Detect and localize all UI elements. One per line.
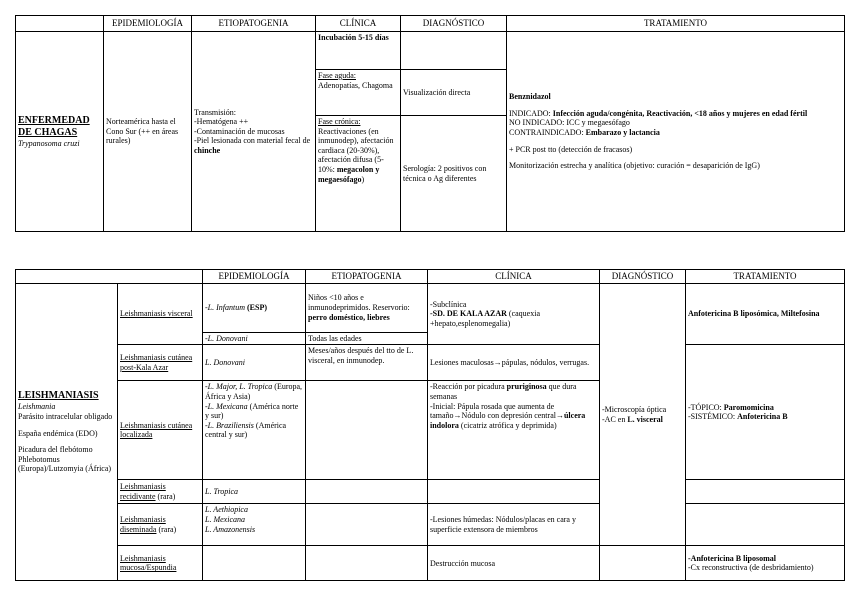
leish-local-tx1-bold: Paromomicina xyxy=(723,402,774,412)
chagas-epidemiology: Norteamérica hasta el Cono Sur (++ en áreas rurales) xyxy=(104,32,192,232)
leish-visceral-etio1-bold: perro doméstico, liebres xyxy=(308,312,390,322)
chagas-etio-line3: -Piel lesionada con material fecal de xyxy=(194,136,311,146)
leish-local-etio-empty xyxy=(306,381,428,480)
leish-mucosa-tx1: -Anfotericina B liposomal xyxy=(688,553,776,563)
leish-disease-cell xyxy=(16,283,118,581)
leish-header-treatment: TRATAMIENTO xyxy=(686,270,845,284)
chagas-etio-bold: chinche xyxy=(194,145,221,155)
leish-local-epi xyxy=(203,381,306,480)
leish-mucosa-name: Leishmaniasis mucosa/Espundia xyxy=(118,546,203,581)
chagas-tx-monitor: Monitorización estrecha y analítica (objetivo: curación = desaparición de IgG) xyxy=(509,161,760,171)
leish-recid-clin-empty xyxy=(428,480,600,504)
leish-local-clin2-bold: úlcera indolora xyxy=(430,411,586,430)
leish-postkala-etio: Meses/años después del tto de L. visceral, en inmunodep. xyxy=(306,345,428,381)
leish-local-tx2-bold: Anfotericina B xyxy=(737,412,788,422)
leish-local-epi1-region: (Europa, África y Asia) xyxy=(205,382,303,401)
chagas-disease-title: ENFERMEDAD DE CHAGAS xyxy=(18,114,90,138)
leish-header-epidemiology: EPIDEMIOLOGÍA xyxy=(203,270,306,284)
leish-local-clin2-end: (cicatriz atrófica y deprimida) xyxy=(460,420,557,430)
chagas-chronic-phase xyxy=(316,116,401,232)
leish-recid-name: Leishmaniasis recidivante xyxy=(120,482,166,501)
leish-species: Leishmania xyxy=(18,402,56,412)
chagas-species: Trypanosoma cruzi xyxy=(18,138,80,148)
chagas-acute-text: Adenopatías, Chagoma xyxy=(318,80,393,90)
chagas-diag-empty xyxy=(401,32,507,70)
leish-postkala-epi: L. Donovani xyxy=(203,345,306,381)
leish-visceral-clin1: -Subclínica xyxy=(430,299,467,309)
leish-recid-name-cell xyxy=(118,480,203,504)
leish-dissem-name-cell xyxy=(118,504,203,546)
leish-recid-tx-empty xyxy=(686,480,845,504)
chagas-acute-label: Fase aguda: xyxy=(318,71,356,80)
chagas-etio-line1: -Hematógena ++ xyxy=(194,117,249,127)
leish-header-clinical: CLÍNICA xyxy=(428,270,600,284)
leish-visceral-clin3: (caquexia +hepato,esplenomegalia) xyxy=(430,309,540,328)
chagas-chronic-close: ) xyxy=(361,174,365,184)
leish-dissem-suffix: (rara) xyxy=(158,524,177,534)
leish-local-tx1: -TÓPICO: xyxy=(688,402,722,412)
leish-dissem-epi1: L. Aethiopica xyxy=(205,505,248,515)
leish-corner-cell xyxy=(16,270,203,284)
leish-visceral-epi1-bold: (ESP) xyxy=(247,303,268,312)
chagas-tx-drug: Benznidazol xyxy=(509,92,551,102)
leish-recid-epi: L. Tropica xyxy=(203,480,306,504)
leish-mucosa-diag-empty xyxy=(600,546,686,581)
leish-dissem-epi xyxy=(203,504,306,546)
leish-local-tx2: -SISTÉMICO: xyxy=(688,412,736,422)
chagas-diag-chronic: Serología: 2 positivos con técnica o Ag diferentes xyxy=(401,116,507,232)
leish-dissem-etio-empty xyxy=(306,504,428,546)
chagas-diag-acute: Visualización directa xyxy=(401,70,507,116)
leish-local-name: Leishmaniasis cutánea localizada xyxy=(118,381,203,480)
leish-desc3: Picadura del flebótomo Phlebotomus (Europa)/Lutzomyia (África) xyxy=(18,445,112,474)
chagas-acute-phase xyxy=(316,70,401,116)
chagas-corner-cell xyxy=(16,16,104,32)
chagas-chronic-text: Reactivaciones (en inmunodep), afectación cardiaca (20-30%), afectación difusa (5-10%: xyxy=(318,126,394,174)
chagas-tx-ind-label: INDICADO: xyxy=(509,108,551,118)
chagas-chronic-label: Fase crónica: xyxy=(318,117,361,126)
leish-visceral-tx: Anfotericina B liposómica, Miltefosina xyxy=(686,283,845,345)
leish-local-clin1: -Reacción por picadura xyxy=(430,382,505,392)
leish-local-clin1-bold: pruriginosa xyxy=(506,382,547,392)
chagas-table xyxy=(15,15,845,232)
leish-visceral-etio1 xyxy=(306,283,428,332)
leish-visceral-etio1-text: Niños <10 años e inmunodeprimidos. Reservorio: xyxy=(308,293,410,312)
leish-mucosa-epi-empty xyxy=(203,546,306,581)
chagas-tx-contra-bold: Embarazo y lactancia xyxy=(585,128,660,137)
leish-desc2: España endémica (EDO) xyxy=(18,428,98,438)
leish-visceral-epi1-dash: - xyxy=(205,303,208,312)
chagas-header-diagnosis: DIAGNÓSTICO xyxy=(401,16,507,32)
leish-local-epi2-region: (América norte y sur) xyxy=(205,401,299,421)
leish-visceral-epi2-species: L. Donovani xyxy=(207,333,248,343)
leish-diag2-bold: L. visceral xyxy=(627,414,663,424)
leish-title: LEISHMANIASIS xyxy=(18,390,99,402)
leish-local-epi2-species: -L. Mexicana xyxy=(205,401,248,411)
chagas-incubation: Incubación 5-15 días xyxy=(316,32,401,70)
leish-mucosa-etio-empty xyxy=(306,546,428,581)
leish-visceral-name: Leishmaniasis visceral xyxy=(118,283,203,345)
chagas-header-clinical: CLÍNICA xyxy=(316,16,401,32)
chagas-tx-contra-label: CONTRAINDICADO: xyxy=(509,128,584,137)
leish-diag1: -Microscopía óptica xyxy=(602,405,667,414)
chagas-etio-intro: Transmisión: xyxy=(194,107,236,117)
leish-dissem-name: Leishmaniasis diseminada xyxy=(120,515,166,534)
leish-visceral-epi2 xyxy=(203,332,306,345)
leish-header-etiopathogenesis: ETIOPATOGENIA xyxy=(306,270,428,284)
leish-local-tx xyxy=(686,345,845,480)
chagas-tx-noind: NO INDICADO: ICC y megaesófago xyxy=(509,118,630,128)
leish-local-epi3-species: -L. Braziliensis xyxy=(205,420,254,430)
leish-local-clin1-end: que dura semanas xyxy=(430,382,577,401)
leish-recid-etio-empty xyxy=(306,480,428,504)
chagas-etio-line2: -Contaminación de mucosas xyxy=(194,126,285,136)
leish-dissem-epi2: L. Mexicana xyxy=(205,514,245,524)
leish-dissem-tx-empty xyxy=(686,504,845,546)
leishmaniasis-table xyxy=(15,269,845,581)
leish-visceral-etio2: Todas las edades xyxy=(306,332,428,345)
leish-desc1: Parásito intracelular obligado xyxy=(18,411,113,421)
leish-mucosa-tx2: -Cx reconstructiva (de desbridamiento) xyxy=(688,563,814,573)
leish-postkala-clinical: Lesiones maculosas→pápulas, nódulos, verrugas. xyxy=(428,345,600,381)
chagas-chronic-bold: megacolon y megaesófago xyxy=(318,164,380,184)
leish-mucosa-clinical: Destrucción mucosa xyxy=(428,546,600,581)
leish-postkala-name: Leishmaniasis cutánea post-Kala Azar xyxy=(118,345,203,381)
leish-visceral-clin2: -SD. DE KALA AZAR xyxy=(430,309,507,319)
chagas-header-treatment: TRATAMIENTO xyxy=(507,16,845,32)
leish-diagnosis xyxy=(600,283,686,546)
chagas-header-epidemiology: EPIDEMIOLOGÍA xyxy=(104,16,192,32)
chagas-header-etiopathogenesis: ETIOPATOGENIA xyxy=(192,16,316,32)
leish-header-diagnosis: DIAGNÓSTICO xyxy=(600,270,686,284)
leish-local-clin2: -Inicial: Pápula rosada que aumenta de tamaño→Nódulo con depresión central→ xyxy=(430,401,564,421)
leish-diag2: -AC en xyxy=(602,414,626,424)
leish-visceral-clinical xyxy=(428,283,600,345)
leish-mucosa-tx xyxy=(686,546,845,581)
leish-dissem-clinical: -Lesiones húmedas: Nódulos/placas en cara y superficie extensora de miembros xyxy=(428,504,600,546)
leish-recid-suffix: (rara) xyxy=(157,491,176,501)
leish-visceral-epi1-species: L. Infantum xyxy=(207,303,246,312)
leish-visceral-epi2-dash: - xyxy=(205,333,208,343)
chagas-disease-cell xyxy=(16,32,104,232)
leish-local-epi1-species: -L. Major, L. Tropica xyxy=(205,382,273,392)
chagas-tx-pcr: + PCR post tto (detección de fracasos) xyxy=(509,144,633,154)
leish-local-clinical xyxy=(428,381,600,480)
chagas-treatment xyxy=(507,32,845,232)
chagas-etiopathogenesis xyxy=(192,32,316,232)
leish-local-epi3-region: (América central y sur) xyxy=(205,420,287,440)
leish-dissem-epi3: L. Amazonensis xyxy=(205,524,256,534)
leish-visceral-epi1 xyxy=(203,283,306,332)
chagas-tx-ind-bold: Infección aguda/congénita, Reactivación, <18 años y mujeres en edad fértil xyxy=(552,108,808,118)
